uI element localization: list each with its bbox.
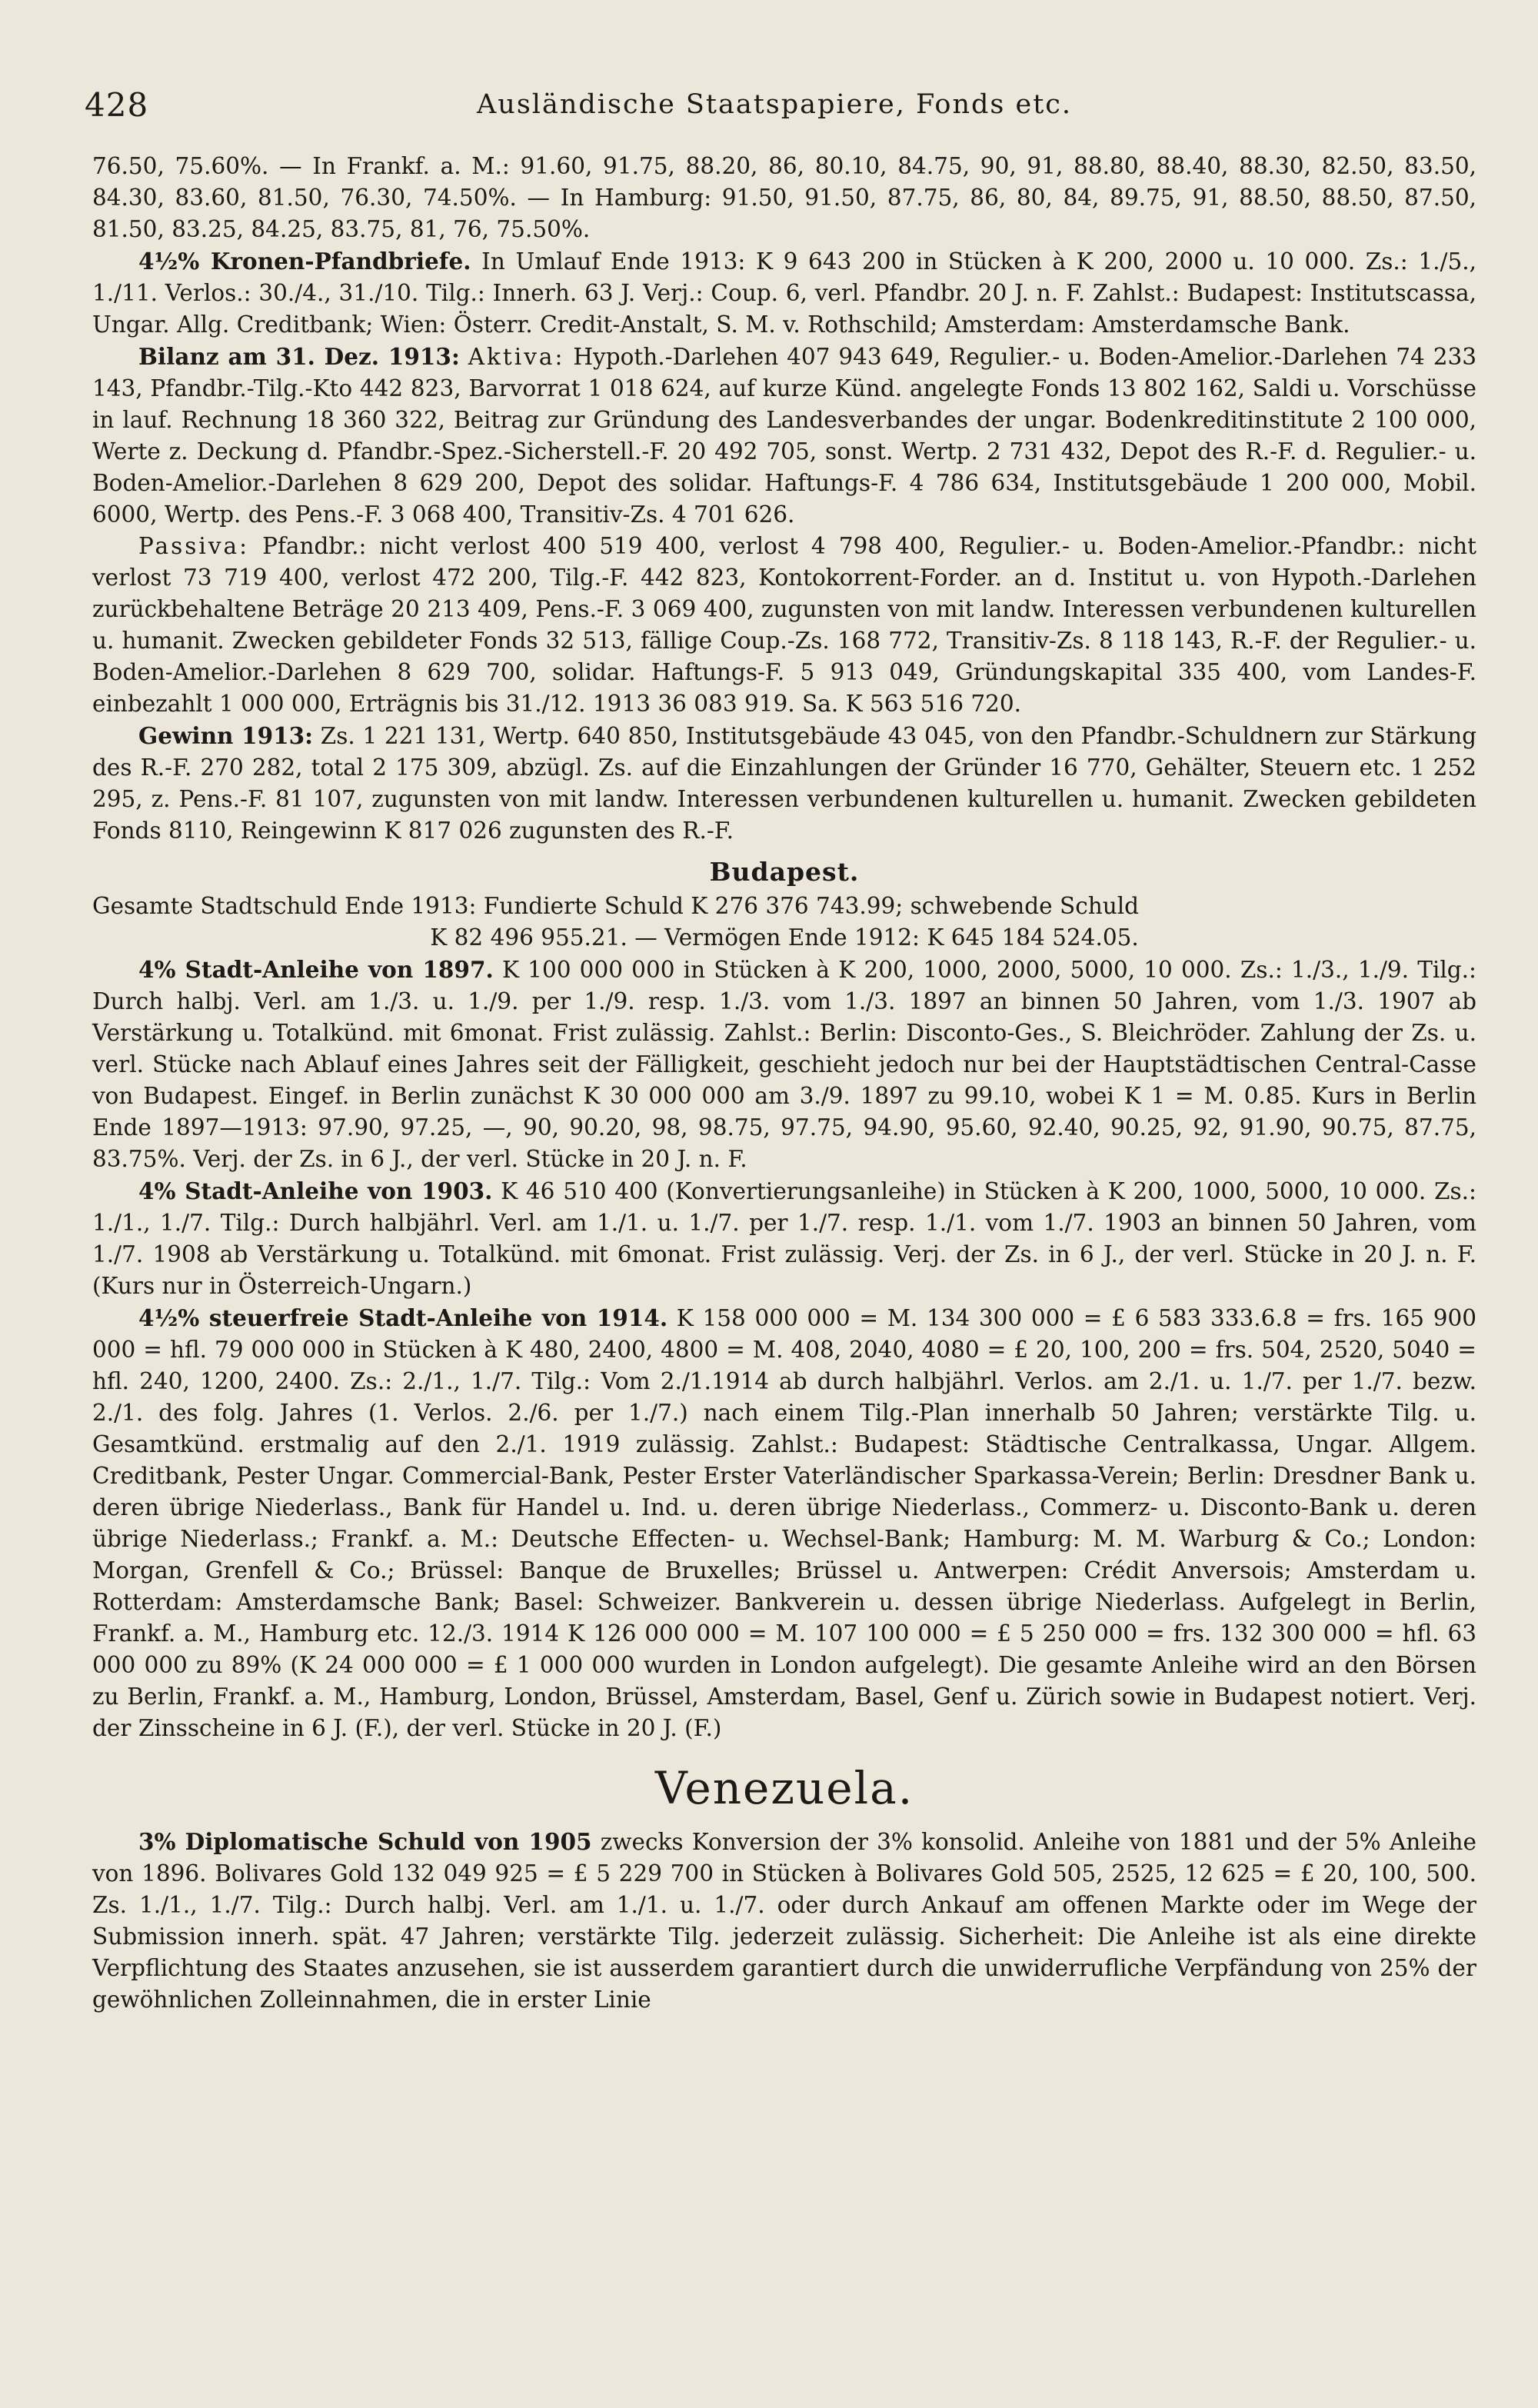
- entry-text: Pfandbr.: nicht verlost 400 519 400, verlost 4 798 400, Regulier.- u. Boden-Amelior.-Pfandbr.: nicht verlost 73 719 400, verlost 472 200, Tilg.-F. 442 823, Kontokorrent-Forder. an d. Institut u. von Hypoth.-Darlehen zurückbehaltene Beträge 20 213 409, Pens.-F. 3 069 400, zugunsten von mit landw. Interessen verbundenen kulturellen u. humanit. Zwecken gebildeter Fonds 32 513, fällige Coup.-Zs. 168 772, Transitiv-Zs. 8 118 143, R.-F. der Regulier.- u. Boden-Amelior.-Darlehen 8 629 700, solidar. Haftungs-F. 5 913 049, Gründungskapital 335 400, vom Landes-F. einbezahlt 1 000 000, Erträgnis bis 31./12. 1913 36 083 919. Sa. K 563 516 720.: [92, 533, 1476, 717]
- entry-heading: Gewinn 1913:: [138, 722, 314, 749]
- entry-text: K 46 510 400 (Konvertierungsanleihe) in Stücken à K 200, 1000, 5000, 10 000. Zs.: 1./1., 1./7. Tilg.: Durch halbjährl. Verl. am 1./1. u. 1./7. per 1./7. resp. 1./1. vom 1./7. 1903 an binnen 50 Jahren, vom 1./7. 1908 ab Verstärkung u. Totalkünd. mit 6monat. Frist zulässig. Verj. der Zs. in 6 J., der verl. Stücke in 20 J. n. F. (Kurs nur in Österreich-Ungarn.): [92, 1178, 1476, 1299]
- entry-label: Passiva:: [138, 533, 250, 559]
- entry-text: Zs. 1 221 131, Wertp. 640 850, Institutsgebäude 43 045, von den Pfandbr.-Schuldnern zur Stärkung des R.-F. 270 282, total 2 175 309, abzügl. Zs. auf die Einzahlungen der Gründer 16 770, Gehälter, Steuern etc. 1 252 295, z. Pens.-F. 81 107, zugunsten von mit landw. Interessen verbundenen kulturellen u. humanit. Zwecken gebildeten Fonds 8110, Reingewinn K 817 026 zugunsten des R.-F.: [92, 723, 1476, 844]
- entry-heading: 4% Stadt-Anleihe von 1897.: [138, 956, 494, 983]
- paragraph-gewinn: [92, 720, 1476, 847]
- body-text: [92, 151, 1476, 2016]
- entry-heading: 4% Stadt-Anleihe von 1903.: [138, 1177, 493, 1204]
- paragraph-anleihe-1903: [92, 1175, 1476, 1302]
- entry-heading: 4½% steuerfreie Stadt-Anleihe von 1914.: [138, 1304, 668, 1331]
- paragraph-bilanz: [92, 341, 1476, 531]
- section-heading-venezuela: Venezuela.: [654, 1762, 914, 1814]
- page-number: 428: [85, 86, 149, 124]
- entry-text: K 100 000 000 in Stücken à K 200, 1000, 2000, 5000, 10 000. Zs.: 1./3., 1./9. Tilg.: Durch halbj. Verl. am 1./3. u. 1./9. per 1./9. resp. 1./3. vom 1./3. 1897 an binnen 50 Jahren, vom 1./3. 1907 ab Verstärkung u. Totalkünd. mit 6monat. Frist zulässig. Zahlst.: Berlin: Disconto-Ges., S. Bleichröder. Zahlung der Zs. u. verl. Stücke nach Ablauf eines Jahres seit der Fälligkeit, geschieht jedoch nur bei der Hauptstädtischen Central-Casse von Budapest. Eingef. in Berlin zunächst K 30 000 000 am 3./9. 1897 zu 99.10, wobei K 1 = M. 0.85. Kurs in Berlin Ende 1897—1913: 97.90, 97.25, —, 90, 90.20, 98, 98.75, 97.75, 94.90, 95.60, 92.40, 90.25, 92, 91.90, 90.75, 87.75, 83.75%. Verj. der Zs. in 6 J., der verl. Stücke in 20 J. n. F.: [92, 957, 1476, 1172]
- running-title: Ausländische Staatspapiere, Fonds etc.: [477, 89, 1072, 120]
- paragraph-anleihe-1897: [92, 954, 1476, 1175]
- entry-text: K 158 000 000 = M. 134 300 000 = £ 6 583 333.6.8 = frs. 165 900 000 = hfl. 79 000 000 in Stücken à K 480, 2400, 4800 = M. 408, 2040, 4080 = £ 20, 100, 200 = frs. 504, 2520, 5040 = hfl. 240, 1200, 2400. Zs.: 2./1., 1./7. Tilg.: Vom 2./1.1914 ab durch halbjährl. Verlos. am 2./1. u. 1./7. per 1./7. bezw. 2./1. des folg. Jahres (1. Verlos. 2./6. per 1./7.) nach einem Tilg.-Plan innerhalb 50 Jahren; verstärkte Tilg. u. Gesamtkünd. erstmalig auf den 2./1. 1919 zulässig. Zahlst.: Budapest: Städtische Centralkassa, Ungar. Allgem. Creditbank, Pester Ungar. Commercial-Bank, Pester Erster Vaterländischer Sparkassa-Verein; Berlin: Dresdner Bank u. deren übrige Niederlass., Bank für Handel u. Ind. u. deren übrige Niederlass., Commerz- u. Disconto-Bank u. deren übrige Niederlass.; Frankf. a. M.: Deutsche Effecten- u. Wechsel-Bank; Hamburg: M. M. Warburg & Co.; London: Morgan, Grenfell & Co.; Brüssel: Banque de Bruxelles; Brüssel u. Antwerpen: Crédit Anversois; Amsterdam u. Rotterdam: Amsterdamsche Bank; Basel: Schweizer. Bankverein u. dessen übrige Niederlass. Aufgelegt in Berlin, Frankf. a. M., Hamburg etc. 12./3. 1914 K 126 000 000 = M. 107 100 000 = £ 5 250 000 = frs. 132 300 000 = hfl. 63 000 000 zu 89% (K 24 000 000 = £ 1 000 000 wurden in London aufgelegt). Die gesamte Anleihe wird an den Börsen zu Berlin, Frankf. a. M., Hamburg, London, Brüssel, Amsterdam, Basel, Genf u. Zürich sowie in Budapest notiert. Verj. der Zinsscheine in 6 J. (F.), der verl. Stücke in 20 J. (F.): [92, 1305, 1477, 1741]
- entry-heading: 4½% Kronen-Pfandbriefe.: [138, 248, 471, 275]
- paragraph-stadtschuld-cont: K 82 496 955.21. — Vermögen Ende 1912: K 645 184 524.05.: [430, 924, 1139, 951]
- entry-label: Aktiva:: [468, 344, 565, 370]
- paragraph-quotes: 76.50, 75.60%. — In Frankf. a. M.: 91.60, 91.75, 88.20, 86, 80.10, 84.75, 90, 91, 88.80, 88.40, 88.30, 82.50, 83.50, 84.30, 83.60, 81.50, 76.30, 74.50%. — In Hamburg: 91.50, 91.50, 87.75, 86, 80, 84, 89.75, 91, 88.50, 88.50, 87.50, 81.50, 83.25, 84.25, 83.75, 81, 76, 75.50%.: [92, 153, 1476, 242]
- entry-text: zwecks Konversion der 3% konsolid. Anleihe von 1881 und der 5% Anleihe von 1896. Bolivares Gold 132 049 925 = £ 5 229 700 in Stücken à Bolivares Gold 505, 2525, 12 625 = £ 20, 100, 500. Zs. 1./1., 1./7. Tilg.: Durch halbj. Verl. am 1./1. u. 1./7. oder durch Ankauf am offenen Markte oder im Wege der Submission innerh. spät. 47 Jahren; verstärkte Tilg. jederzeit zulässig. Sicherheit: Die Anleihe ist als eine direkte Verpflichtung des Staates anzusehen, sie ist ausserdem garantiert durch die unwiderrufliche Verpfändung von 25% der gewöhnlichen Zolleinnahmen, die in erster Linie: [92, 1829, 1476, 2013]
- paragraph-stadtschuld: Gesamte Stadtschuld Ende 1913: Fundierte Schuld K 276 376 743.99; schwebende Schuld: [92, 893, 1140, 919]
- paragraph-anleihe-1914: [92, 1302, 1476, 1744]
- paragraph-diplomatische-schuld: [92, 1826, 1476, 2016]
- paragraph-passiva: [92, 531, 1476, 720]
- entry-text: In Umlauf Ende 1913: K 9 643 200 in Stücken à K 200, 2000 u. 10 000. Zs.: 1./5., 1./11. Verlos.: 30./4., 31./10. Tilg.: Innerh. 63 J. Verj.: Coup. 6, verl. Pfandbr. 20 J. n. F. Zahlst.: Budapest: Institutscassa, Ungar. Allg. Creditbank; Wien: Österr. Credit-Anstalt, S. M. v. Rothschild; Amsterdam: Amsterdamsche Bank.: [92, 248, 1476, 338]
- entry-heading: 3% Diplomatische Schuld von 1905: [138, 1828, 592, 1855]
- paragraph-kronen-pfandbriefe: [92, 245, 1476, 341]
- section-heading-budapest: Budapest.: [709, 857, 860, 887]
- entry-text: Hypoth.-Darlehen 407 943 649, Regulier.- u. Boden-Amelior.-Darlehen 74 233 143, Pfandbr.-Tilg.-Kto 442 823, Barvorrat 1 018 624, auf kurze Künd. angelegte Fonds 13 802 162, Saldi u. Vorschüsse in lauf. Rechnung 18 360 322, Beitrag zur Gründung des Landesverbandes der ungar. Bodenkreditinstitute 2 100 000, Werte z. Deckung d. Pfandbr.-Spez.-Sicherstell.-F. 20 492 705, sonst. Wertp. 2 731 432, Depot des R.-F. d. Regulier.- u. Boden-Amelior.-Darlehen 8 629 200, Depot des solidar. Haftungs-F. 4 786 634, Institutsgebäude 1 200 000, Mobil. 6000, Wertp. des Pens.-F. 3 068 400, Transitiv-Zs. 4 701 626.: [92, 344, 1477, 528]
- entry-heading: Bilanz am 31. Dez. 1913:: [138, 343, 460, 370]
- running-head: [85, 86, 1469, 132]
